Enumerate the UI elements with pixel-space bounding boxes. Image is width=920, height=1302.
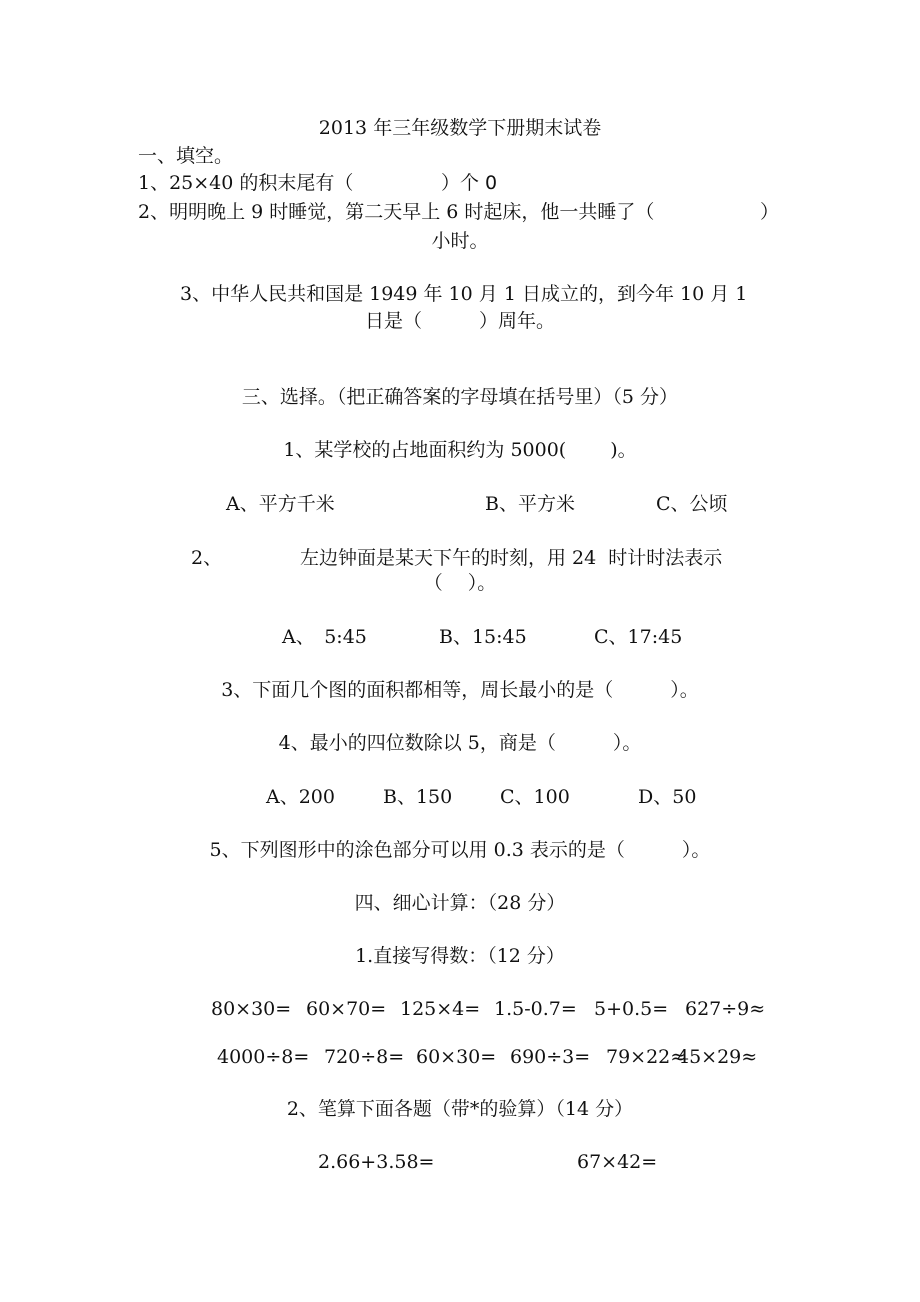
choice-q2-option-b: B、15:45 bbox=[439, 626, 527, 648]
choice-q2-text: 左边钟面是某天下午的时刻，用 24 时计时法表示 bbox=[300, 547, 723, 569]
oral-calc-heading: 1.直接写得数：（12 分） bbox=[355, 945, 565, 967]
oral-calc-item: 690÷3= bbox=[510, 1046, 591, 1068]
choice-q2-number: 2、 bbox=[191, 547, 223, 569]
written-calc-heading: 2、笔算下面各题（带*的验算）（14 分） bbox=[286, 1098, 634, 1120]
choice-q4: 4、最小的四位数除以 5，商是（ ）。 bbox=[278, 732, 642, 754]
oral-calc-item: 627÷9≈ bbox=[685, 998, 766, 1020]
oral-calc-item: 60×30= bbox=[416, 1046, 497, 1068]
section3-heading: 三、选择。（把正确答案的字母填在括号里）（5 分） bbox=[241, 386, 679, 408]
choice-q2-option-c: C、17:45 bbox=[594, 626, 683, 648]
written-calc-item: 2.66+3.58= bbox=[318, 1151, 435, 1173]
choice-q2-option-a: A、 5:45 bbox=[282, 626, 367, 648]
choice-q2-continuation: （ ）。 bbox=[423, 572, 497, 594]
oral-calc-item: 60×70= bbox=[306, 998, 387, 1020]
oral-calc-item: 80×30= bbox=[211, 998, 292, 1020]
oral-calc-item: 4000÷8= bbox=[217, 1046, 310, 1068]
section4-heading: 四、细心计算：（28 分） bbox=[354, 892, 566, 914]
oral-calc-item: 79×22≈ bbox=[606, 1046, 687, 1068]
choice-q1-option-c: C、公顷 bbox=[656, 493, 728, 515]
oral-calc-item: 5+0.5= bbox=[594, 998, 669, 1020]
choice-q1-option-b: B、平方米 bbox=[485, 493, 575, 515]
choice-q3: 3、下面几个图的面积都相等，周长最小的是（ ）。 bbox=[221, 679, 699, 701]
choice-q1: 1、某学校的占地面积约为 5000( )。 bbox=[283, 439, 637, 461]
written-calc-item: 67×42= bbox=[577, 1151, 658, 1173]
fill-q2-continuation: 小时。 bbox=[431, 230, 489, 252]
oral-calc-item: 45×29≈ bbox=[677, 1046, 758, 1068]
page-title: 2013 年三年级数学下册期末试卷 bbox=[318, 117, 602, 139]
section1-heading: 一、填空。 bbox=[138, 145, 234, 167]
fill-q2-text: 2、明明晚上 9 时睡觉，第二天早上 6 时起床，他一共睡了（ bbox=[138, 201, 655, 223]
oral-calc-item: 125×4= bbox=[400, 998, 481, 1020]
fill-q3-text: 3、中华人民共和国是 1949 年 10 月 1 日成立的，到今年 10 月 1 bbox=[180, 283, 748, 305]
fill-q2-paren-close: ） bbox=[760, 201, 780, 223]
fill-q1-text: 1、25×40 的积末尾有（ bbox=[138, 172, 354, 194]
oral-calc-item: 720÷8= bbox=[324, 1046, 405, 1068]
choice-q4-option-d: D、50 bbox=[638, 786, 697, 808]
choice-q4-option-b: B、150 bbox=[383, 786, 453, 808]
choice-q5: 5、下列图形中的涂色部分可以用 0.3 表示的是（ ）。 bbox=[209, 839, 711, 861]
oral-calc-item: 1.5-0.7= bbox=[494, 998, 577, 1020]
choice-q1-option-a: A、平方千米 bbox=[226, 493, 335, 515]
fill-q3-continuation: 日是（ ）周年。 bbox=[364, 310, 555, 332]
choice-q4-option-a: A、200 bbox=[266, 786, 335, 808]
fill-q1-tail: ）个 0 bbox=[441, 172, 498, 194]
choice-q4-option-c: C、100 bbox=[500, 786, 570, 808]
